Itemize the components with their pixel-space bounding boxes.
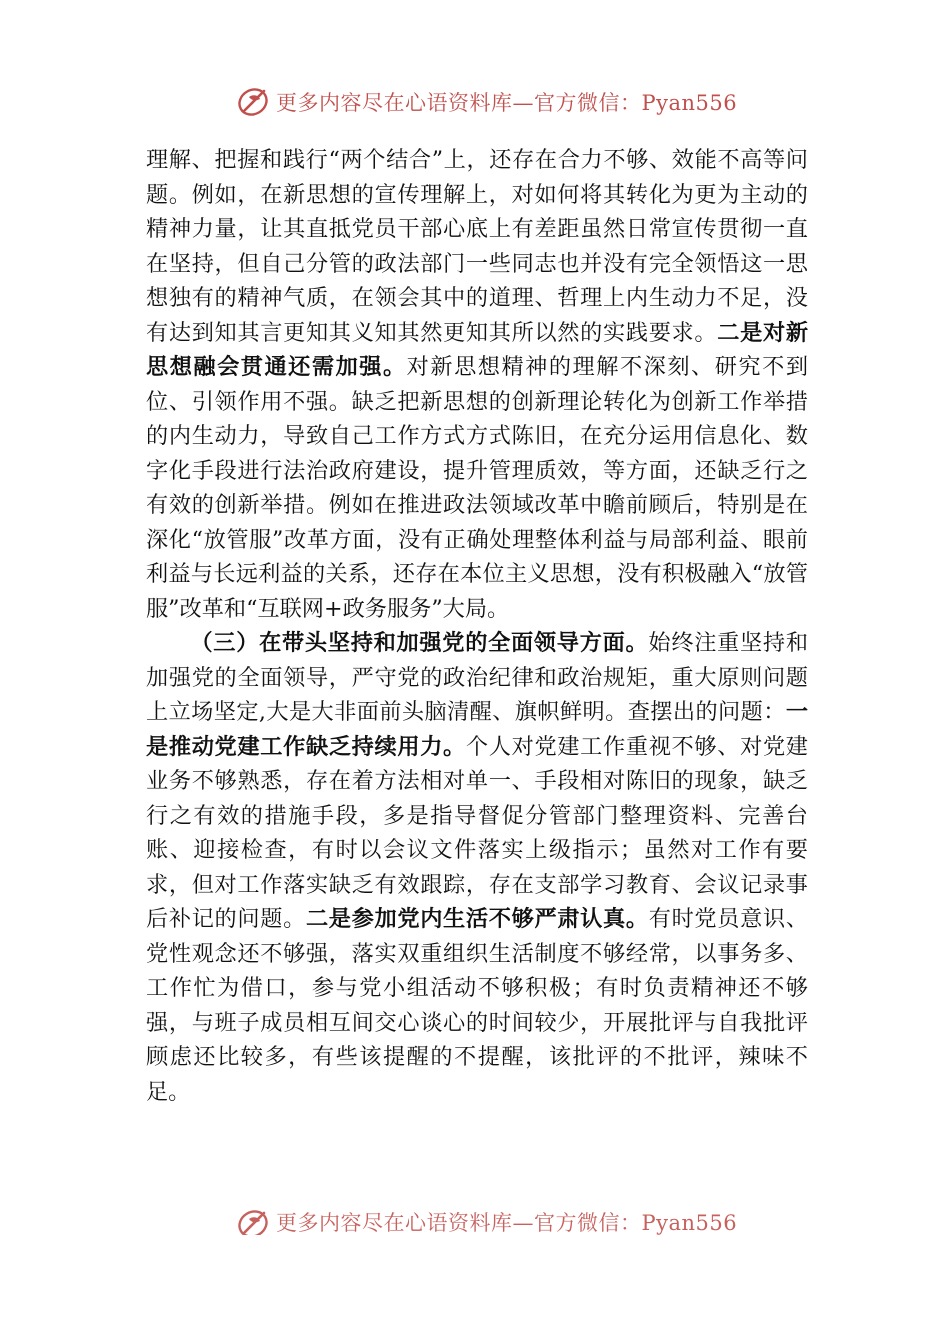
text-segment: 理解、把握和践行“两个结合”上，还存在合力不够、效能不高等问题。例如，在新思想的宣传理解上，对如何将其转化为更为主动的精神力量，让其直抵党员干部心底上有差距虽然日常宣传贯彻一直在坚持，但自己分管的政法部门一些同志也并没有完全领悟这一思想独有的精神气质，在领会其中的道理、哲理上内生动力不足，没有达到知其言更知其义知其然更知其所以然的实践要求。 <box>146 147 808 346</box>
leaf-logo-icon <box>236 85 270 119</box>
document-body <box>146 143 808 1109</box>
text-segment: 对新思想精神的理解不深刻、研究不到位、引领作用不强。缺乏把新思想的创新理论转化为创新工作举措的内生动力，导致自己工作方式方式陈旧，在充分运用信息化、数字化手段进行法治政府建设，提升管理质效，等方面，还缺乏行之有效的创新举措。例如在推进政法领域改革中瞻前顾后，特别是在深化“放管服”改革方面，没有正确处理整体利益与局部利益、眼前利益与长远利益的关系，还存在本位主义思想，没有积极融入“放管服”改革和“互联网+政务服务”大局。 <box>146 354 809 622</box>
bold-heading-segment: 二是参加党内生活不够严肃认真。 <box>305 906 649 932</box>
text-segment: 始终注重坚持和加强党的全面领导，严守党的政治纪律和政治规矩，重大原则问题上立场坚定,大是大非面前头脑清醒、旗帜鲜明。查摆出的问题： <box>146 630 809 725</box>
bold-heading-segment: 一是推动党建工作缺乏持续用力。 <box>146 699 808 760</box>
text-segment: 有时党员意识、党性观念还不够强，落实双重组织生活制度不够经常，以事务多、工作忙为借口，参与党小组活动不够积极；有时负责精神还不够强，与班子成员相互间交心谈心的时间较少，开展批评与自我批评顾虑还比较多，有些该提醒的不提醒，该批评的不批评，辣味不足。 <box>146 906 809 1105</box>
bold-heading-segment: 二是对新思想融会贯通还需加强。 <box>146 319 809 380</box>
watermark-footer <box>236 1207 737 1235</box>
text-segment: 个人对党建工作重视不够、对党建业务不够熟悉，存在着方法相对单一、手段相对陈旧的现象，缺乏行之有效的措施手段，多是指导督促分管部门整理资料、完善台账、迎接检查，有时以会议文件落实上级指示；虽然对工作有要求，但对工作落实缺乏有效跟踪，存在支部学习教育、会议记录事后补记的问题。 <box>146 733 808 932</box>
leaf-logo-icon <box>236 1207 270 1235</box>
paragraph-continued <box>146 143 808 626</box>
watermark-text: 更多内容尽在心语资料库—官方微信：Pyan556 <box>276 1211 738 1235</box>
watermark-header <box>236 85 737 119</box>
watermark-text: 更多内容尽在心语资料库—官方微信：Pyan556 <box>276 91 738 115</box>
section-heading: （三）在带头坚持和加强党的全面领导方面。 <box>190 630 649 656</box>
paragraph-section-three <box>146 626 808 1109</box>
